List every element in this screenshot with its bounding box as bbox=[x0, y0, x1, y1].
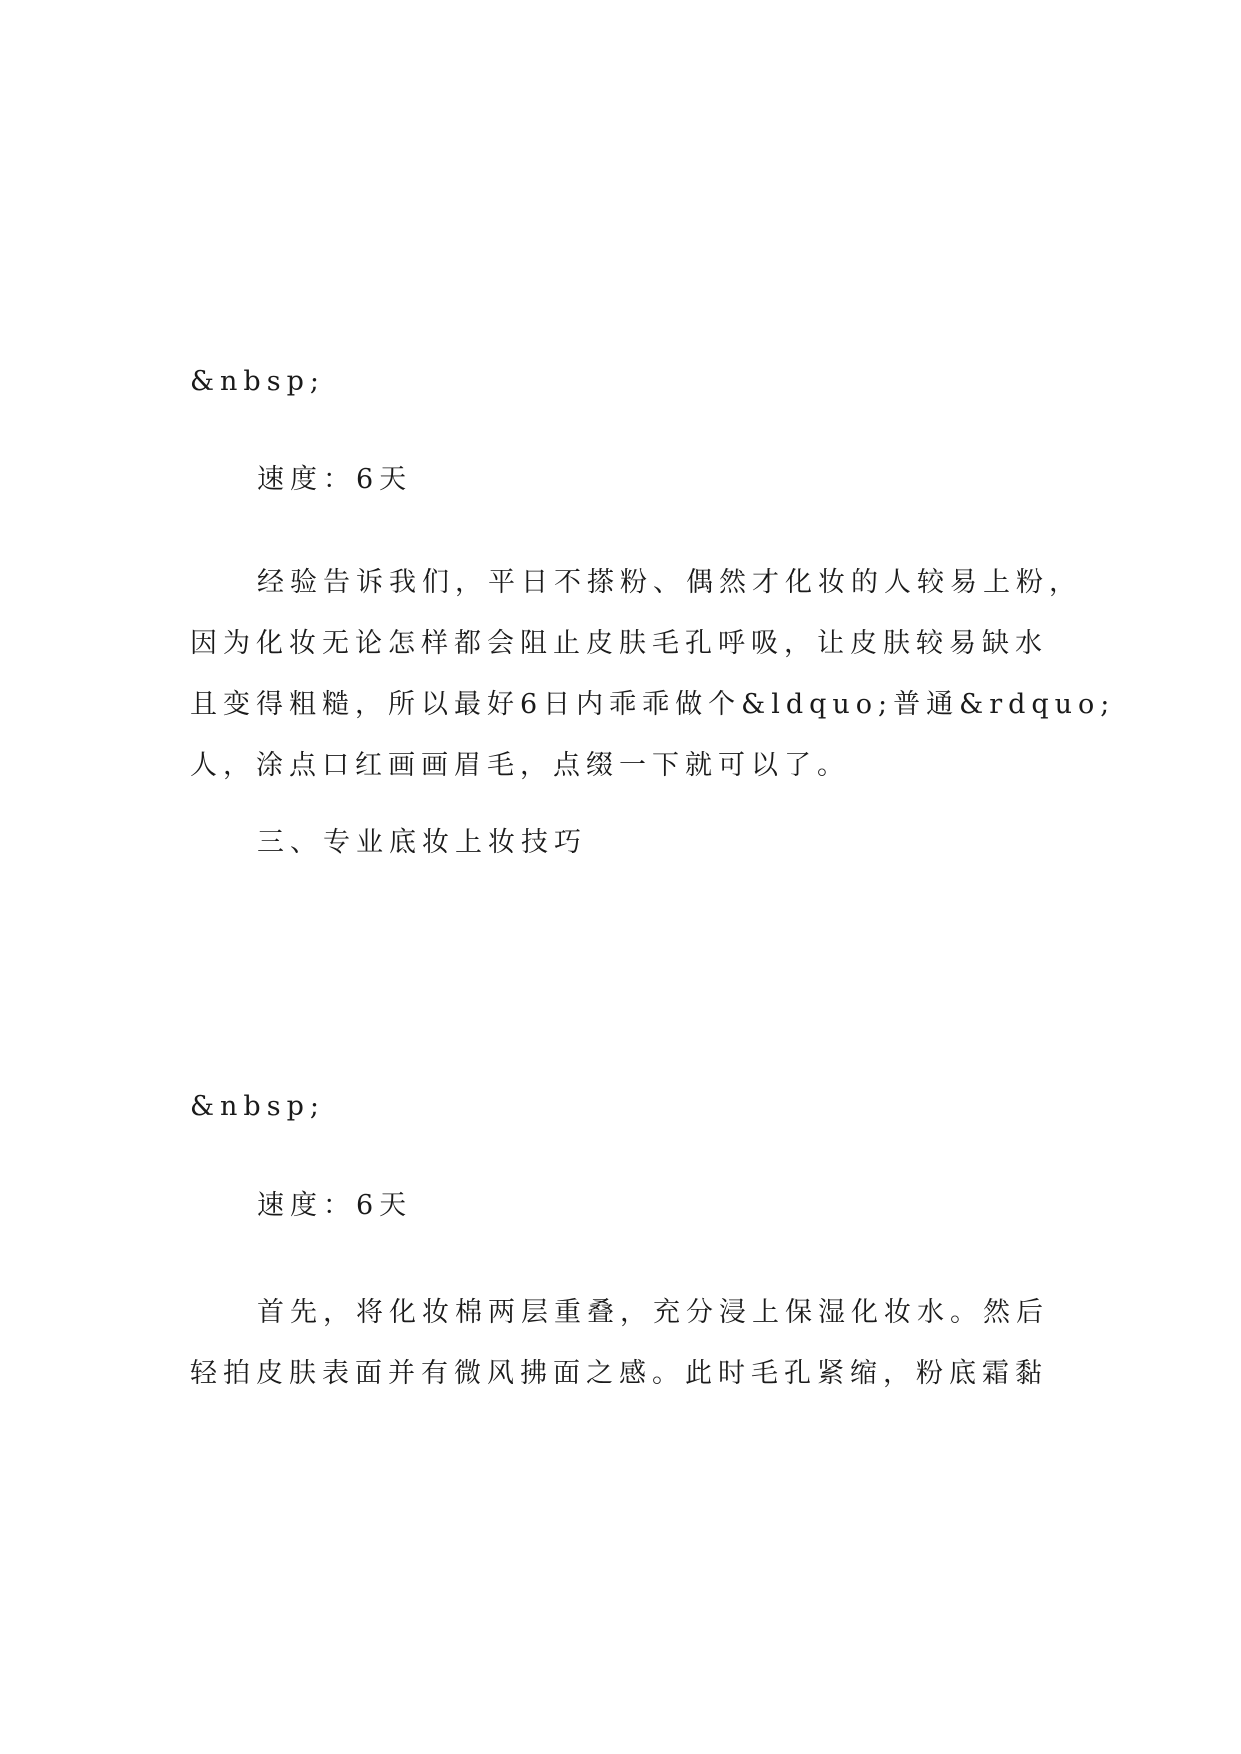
speed-label-1: 速度：6天 bbox=[257, 464, 413, 495]
paragraph-1-line-3: 且变得粗糙，所以最好6日内乖乖做个&ldquo;普通&rdquo; bbox=[190, 689, 1116, 720]
paragraph-2 bbox=[190, 1282, 1060, 1404]
speed-label-2: 速度：6天 bbox=[257, 1190, 413, 1221]
nbsp-text-2: &nbsp; bbox=[190, 1091, 325, 1122]
paragraph-1-line-2: 因为化妆无论怎样都会阻止皮肤毛孔呼吸，让皮肤较易缺水 bbox=[190, 628, 1048, 659]
paragraph-1-line-4: 人，涂点口红画画眉毛，点缀一下就可以了。 bbox=[190, 750, 850, 781]
section-heading-3: 三、专业底妆上妆技巧 bbox=[257, 827, 587, 858]
paragraph-1-line-1: 经验告诉我们，平日不搽粉、偶然才化妆的人较易上粉， bbox=[257, 567, 1082, 598]
nbsp-text-1: &nbsp; bbox=[190, 366, 325, 397]
paragraph-1 bbox=[190, 552, 1116, 796]
paragraph-2-line-2: 轻拍皮肤表面并有微风拂面之感。此时毛孔紧缩，粉底霜黏 bbox=[190, 1358, 1048, 1389]
paragraph-2-line-1: 首先，将化妆棉两层重叠，充分浸上保湿化妆水。然后 bbox=[257, 1297, 1049, 1328]
